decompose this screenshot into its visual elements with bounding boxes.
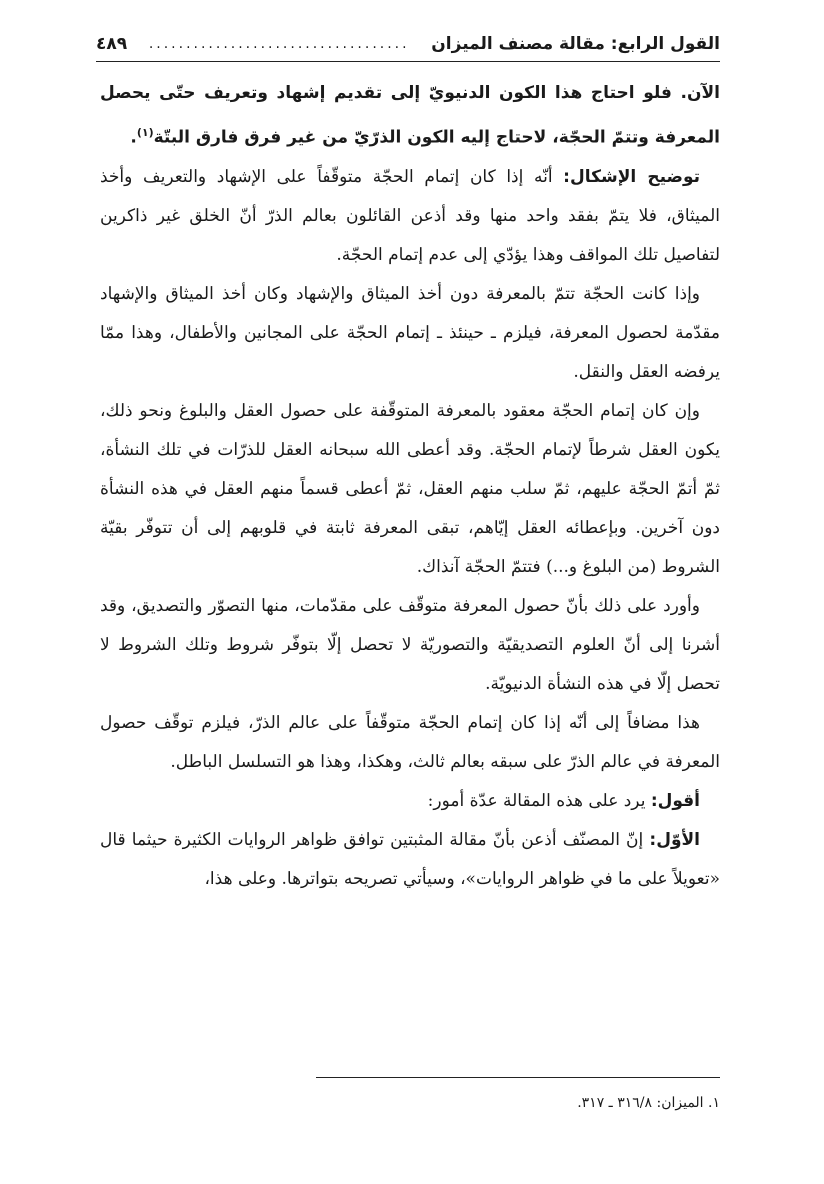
footnote-reference[interactable]: (١) xyxy=(136,126,154,139)
paragraph-7 xyxy=(100,782,720,821)
label-aqulu: أقول: xyxy=(650,790,700,811)
running-header-title: القول الرابع: مقالة مصنف الميزان xyxy=(431,34,720,54)
paragraph-7-text: يرد على هذه المقالة عدّة أمور: xyxy=(427,790,646,811)
paragraph-1-period: . xyxy=(130,127,137,148)
header-rule xyxy=(96,61,720,62)
paragraph-8 xyxy=(100,821,720,899)
paragraph-2 xyxy=(100,158,720,275)
page-number: ٤٨٩ xyxy=(96,34,128,54)
paragraph-5: وأورد على ذلك بأنّ حصول المعرفة متوقّف على مقدّمات، منها التصوّر والتصديق، وقد أشرنا إلى أنّ العلوم التصديقيّة والتصوريّة لا تحصل إلّا بتوفّر شروط وتلك الشروط لا تحصل إلّا في هذه النشأة الدنيويّة. xyxy=(100,595,720,694)
paragraph-1-text: الآن. فلو احتاج هذا الكون الدنيويّ إلى تقديم إشهاد وتعريف حتّى يحصل المعرفة وتتمّ الحجّة، لاحتاج إليه الكون الذرّيّ من غير فرق فارق البتّة xyxy=(100,83,720,148)
paragraph-8-text: إنّ المصنّف أذعن بأنّ مقالة المثبتين توافق ظواهر الروايات الكثيرة حيثما قال «تعويلاً على ما في ظواهر الروايات»، وسيأتي تصريحه بتواترها. وعلى هذا، xyxy=(100,829,720,889)
footnote-rule xyxy=(316,1077,720,1078)
dot-leader: ................................... xyxy=(148,36,410,52)
paragraph-3: وإذا كانت الحجّة تتمّ بالمعرفة دون أخذ الميثاق والإشهاد وكان أخذ الميثاق والإشهاد مقدّمة لحصول المعرفة، فيلزم ـ حينئذ ـ إتمام الحجّة على المجانين والأطفال، وهذا ممّا يرفضه العقل والنقل. xyxy=(100,283,720,382)
footnote: ١. الميزان: ٣١٦/٨ ـ ٣١٧. xyxy=(577,1095,720,1111)
label-awwal: الأوّل: xyxy=(649,829,701,850)
running-header xyxy=(96,30,720,58)
label-tawdih: توضيح الإشكال: xyxy=(563,166,700,187)
paragraph-2-text: أنّه إذا كان إتمام الحجّة متوقّفاً على الإشهاد والتعريف وأخذ الميثاق، فلا يتمّ بفقد واحد منها وقد أذعن القائلون بعالم الذرّ أنّ الخلق غير ذاكرين لتفاصيل تلك المواقف وهذا يؤدّي إلى عدم إتمام الحجّة. xyxy=(100,166,720,265)
paragraph-6: هذا مضافاً إلى أنّه إذا كان إتمام الحجّة متوقّفاً على عالم الذرّ، فيلزم توقّف حصول المعرفة في عالم الذرّ على سبقه بعالم ثالث، وهكذا، وهذا هو التسلسل الباطل. xyxy=(100,712,720,772)
paragraph-4: وإن كان إتمام الحجّة معقود بالمعرفة المتوقّفة على حصول العقل والبلوغ ونحو ذلك، يكون العقل شرطاً لإتمام الحجّة. وقد أعطى الله سبحانه العقل للذرّات في تلك النشأة، ثمّ أتمّ الحجّة عليهم، ثمّ سلب منهم العقل، ثمّ أعطى قسماً منهم العقل في هذه النشأة دون آخرين. وبإعطائه العقل إيّاهم، تبقى المعرفة ثابتة في قلوبهم إلى أن تتوفّر بقيّة الشروط (من البلوغ و...) فتتمّ الحجّة آنذاك. xyxy=(100,400,720,577)
body-text xyxy=(100,74,720,899)
paragraph-1 xyxy=(100,74,720,158)
